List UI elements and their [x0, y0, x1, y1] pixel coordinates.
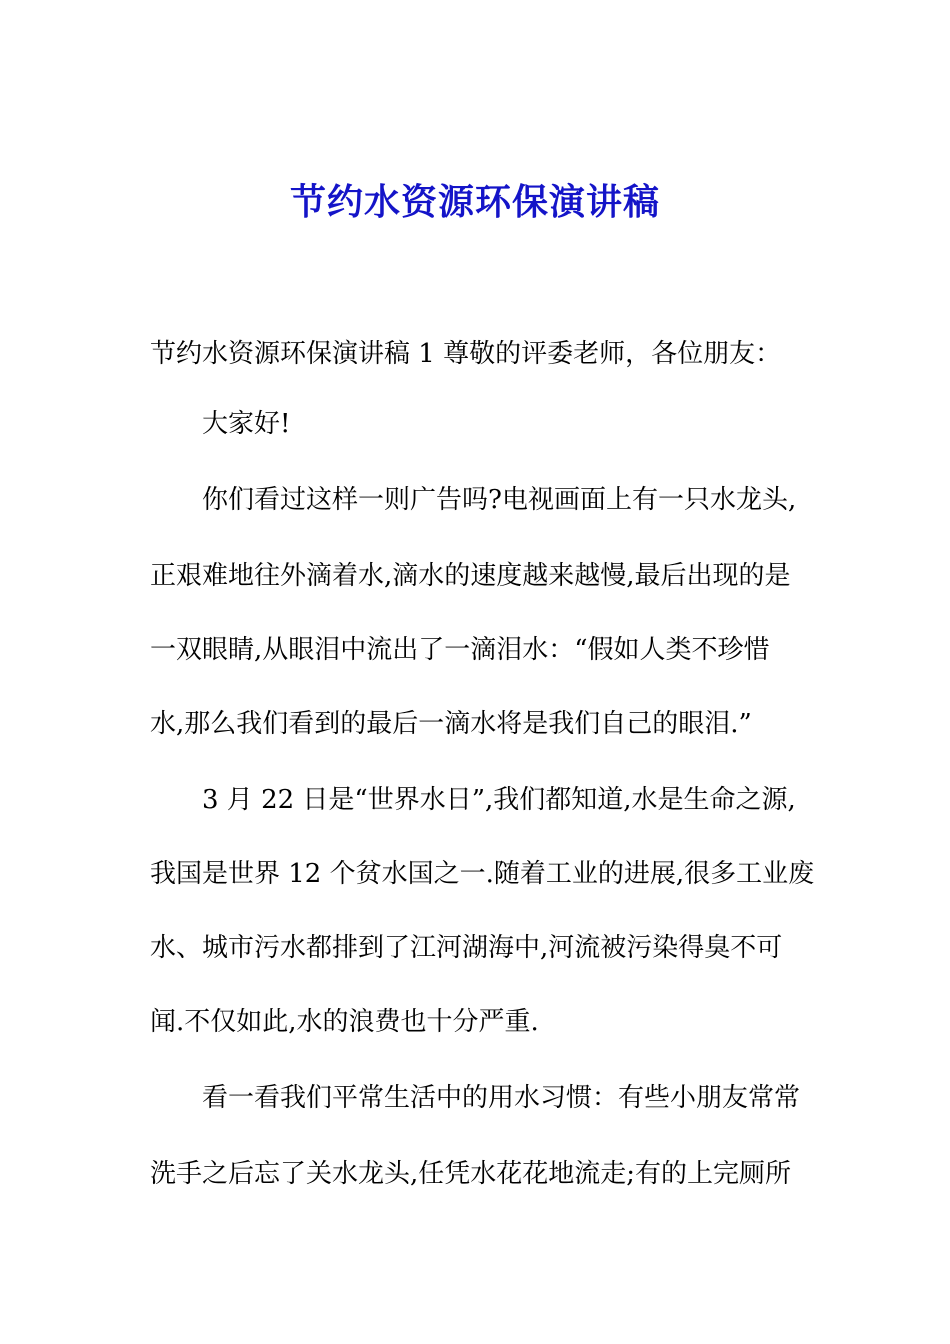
- text-line-5: 一双眼睛,从眼泪中流出了一滴泪水：“假如人类不珍惜: [150, 635, 770, 665]
- text-line-7: 3 月 22 日是“世界水日”,我们都知道,水是生命之源,: [202, 785, 796, 815]
- text-line-12: 洗手之后忘了关水龙头,任凭水花花地流走;有的上完厕所: [150, 1159, 792, 1189]
- text-line-10: 闻.不仅如此,水的浪费也十分严重.: [150, 1007, 539, 1037]
- text-line-8: 我国是世界 12 个贫水国之一.随着工业的进展,很多工业废: [150, 859, 815, 889]
- text-line-4: 正艰难地往外滴着水,滴水的速度越来越慢,最后出现的是: [150, 561, 791, 591]
- text-line-6: 水,那么我们看到的最后一滴水将是我们自己的眼泪.”: [150, 709, 752, 739]
- text-line-3: 你们看过这样一则广告吗?电视画面上有一只水龙头,: [202, 485, 797, 515]
- document-title: 节约水资源环保演讲稿: [289, 181, 660, 223]
- text-line-1: 节约水资源环保演讲稿 1 尊敬的评委老师，各位朋友：: [150, 339, 782, 369]
- text-line-11: 看一看我们平常生活中的用水习惯：有些小朋友常常: [202, 1083, 801, 1113]
- text-line-2: 大家好!: [202, 409, 291, 439]
- text-line-9: 水、城市污水都排到了江河湖海中,河流被污染得臭不可: [150, 933, 783, 963]
